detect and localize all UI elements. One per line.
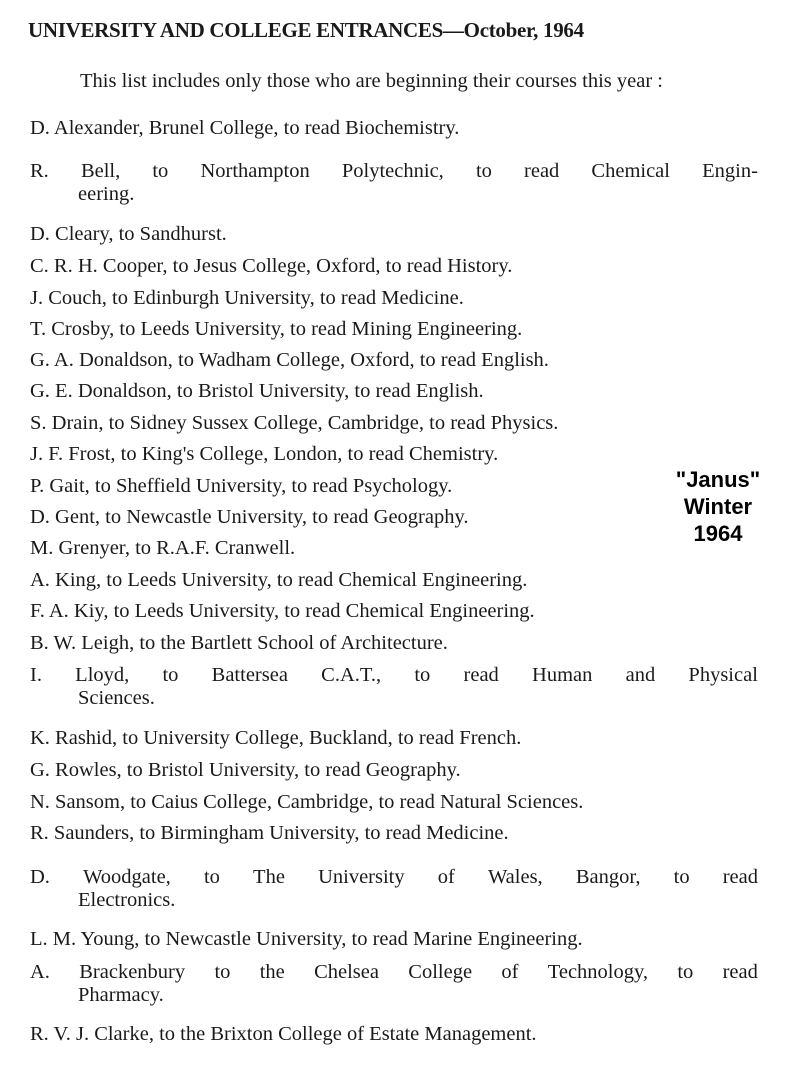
- list-item: [30, 117, 760, 140]
- word: C.A.T.,: [321, 664, 382, 686]
- word: Physical: [688, 664, 758, 686]
- annotation-line: 1964: [693, 521, 743, 546]
- word: to: [677, 961, 694, 983]
- word: The: [253, 866, 285, 888]
- list-item: [30, 727, 760, 750]
- word: Chemical: [591, 160, 670, 182]
- entry-text: D. Gent, to Newcastle University, to read Geography.: [30, 506, 469, 528]
- word: read: [463, 664, 499, 686]
- word: Brackenbury: [79, 961, 186, 983]
- entry-continuation: Sciences.: [78, 687, 155, 709]
- list-item: [30, 255, 760, 278]
- entry-text: R. Saunders, to Birmingham University, to read Medicine.: [30, 822, 509, 844]
- word: read: [524, 160, 560, 182]
- entry-line-1: [30, 866, 758, 889]
- entry-continuation: eering.: [78, 183, 135, 205]
- entry-text: G. Rowles, to Bristol University, to read Geography.: [30, 759, 461, 781]
- word: Woodgate,: [83, 866, 171, 888]
- list-item: [30, 412, 760, 435]
- word: to: [414, 664, 431, 686]
- word: R.: [30, 160, 49, 182]
- word: to: [162, 664, 179, 686]
- word: of: [437, 866, 455, 888]
- entry-text: J. F. Frost, to King's College, London, to read Chemistry.: [30, 443, 499, 465]
- word: Battersea: [211, 664, 288, 686]
- list-item: [30, 318, 760, 341]
- word: Polytechnic,: [341, 160, 444, 182]
- word: University: [318, 866, 405, 888]
- list-item: [30, 632, 760, 655]
- entry-continuation: Electronics.: [78, 889, 176, 911]
- list-item: [30, 475, 760, 498]
- entry-text: C. R. H. Cooper, to Jesus College, Oxford, to read History.: [30, 255, 513, 277]
- word: the: [259, 961, 285, 983]
- annotation-line: Winter: [683, 494, 753, 519]
- entry-text: N. Sansom, to Caius College, Cambridge, to read Natural Sciences.: [30, 791, 584, 813]
- word: Northampton: [200, 160, 310, 182]
- list-item: [30, 443, 760, 466]
- word: Bangor,: [575, 866, 641, 888]
- entry-text: J. Couch, to Edinburgh University, to read Medicine.: [30, 287, 464, 309]
- entry-text: M. Grenyer, to R.A.F. Cranwell.: [30, 537, 296, 559]
- list-item: [30, 160, 760, 206]
- entry-text: S. Drain, to Sidney Sussex College, Cambridge, to read Physics.: [30, 412, 559, 434]
- word: Lloyd,: [75, 664, 130, 686]
- list-item: [30, 349, 760, 372]
- list-item: [30, 569, 760, 592]
- entry-line-1: [30, 961, 758, 984]
- word: to: [475, 160, 492, 182]
- entry-text: K. Rashid, to University College, Buckland, to read French.: [30, 727, 522, 749]
- word: Chelsea: [314, 961, 379, 983]
- annotation-line: "Janus": [675, 467, 761, 492]
- source-annotation: [668, 466, 768, 547]
- list-item: [30, 866, 760, 912]
- word: Engin-: [702, 160, 758, 182]
- word: and: [625, 664, 656, 686]
- list-item: [30, 380, 760, 403]
- entry-continuation: Pharmacy.: [78, 984, 164, 1006]
- word: I.: [30, 664, 42, 686]
- word: to: [214, 961, 231, 983]
- document-title: UNIVERSITY AND COLLEGE ENTRANCES—October, 1964: [28, 18, 584, 42]
- entry-text: A. King, to Leeds University, to read Chemical Engineering.: [30, 569, 528, 591]
- entry-line-1: [30, 160, 758, 183]
- list-item: [30, 1023, 760, 1046]
- entry-text: [30, 160, 758, 183]
- word: to: [152, 160, 169, 182]
- entry-text: R. V. J. Clarke, to the Brixton College of Estate Management.: [30, 1023, 537, 1045]
- entry-text: F. A. Kiy, to Leeds University, to read Chemical Engineering.: [30, 600, 535, 622]
- entry-text: T. Crosby, to Leeds University, to read Mining Engineering.: [30, 318, 523, 340]
- list-item: [30, 822, 760, 845]
- list-item: [30, 928, 760, 951]
- entry-text: [30, 961, 758, 984]
- word: of: [501, 961, 519, 983]
- entry-text: D. Alexander, Brunel College, to read Biochemistry.: [30, 117, 460, 139]
- list-item: [30, 759, 760, 782]
- word: A.: [30, 961, 50, 983]
- entry-text: G. E. Donaldson, to Bristol University, to read English.: [30, 380, 484, 402]
- entry-text: L. M. Young, to Newcastle University, to read Marine Engineering.: [30, 928, 583, 950]
- list-item: [30, 961, 760, 1007]
- word: D.: [30, 866, 50, 888]
- list-item: [30, 223, 760, 246]
- entry-text: P. Gait, to Sheffield University, to read Psychology.: [30, 475, 453, 497]
- word: to: [673, 866, 690, 888]
- word: read: [722, 961, 758, 983]
- list-item: [30, 506, 760, 529]
- word: Bell,: [80, 160, 121, 182]
- entry-text: G. A. Donaldson, to Wadham College, Oxford, to read English.: [30, 349, 549, 371]
- word: Wales,: [487, 866, 543, 888]
- list-item: [30, 537, 760, 560]
- entry-line-1: [30, 664, 758, 687]
- entry-text: [30, 664, 758, 687]
- word: to: [203, 866, 220, 888]
- list-item: [30, 664, 760, 710]
- word: College: [408, 961, 473, 983]
- list-item: [30, 287, 760, 310]
- entry-text: D. Cleary, to Sandhurst.: [30, 223, 227, 245]
- entry-text: [30, 866, 758, 889]
- list-item: [30, 600, 760, 623]
- word: Technology,: [547, 961, 649, 983]
- intro-paragraph: This list includes only those who are beginning their courses this year :: [80, 70, 663, 92]
- word: read: [722, 866, 758, 888]
- list-item: [30, 791, 760, 814]
- entry-text: B. W. Leigh, to the Bartlett School of Architecture.: [30, 632, 448, 654]
- word: Human: [532, 664, 593, 686]
